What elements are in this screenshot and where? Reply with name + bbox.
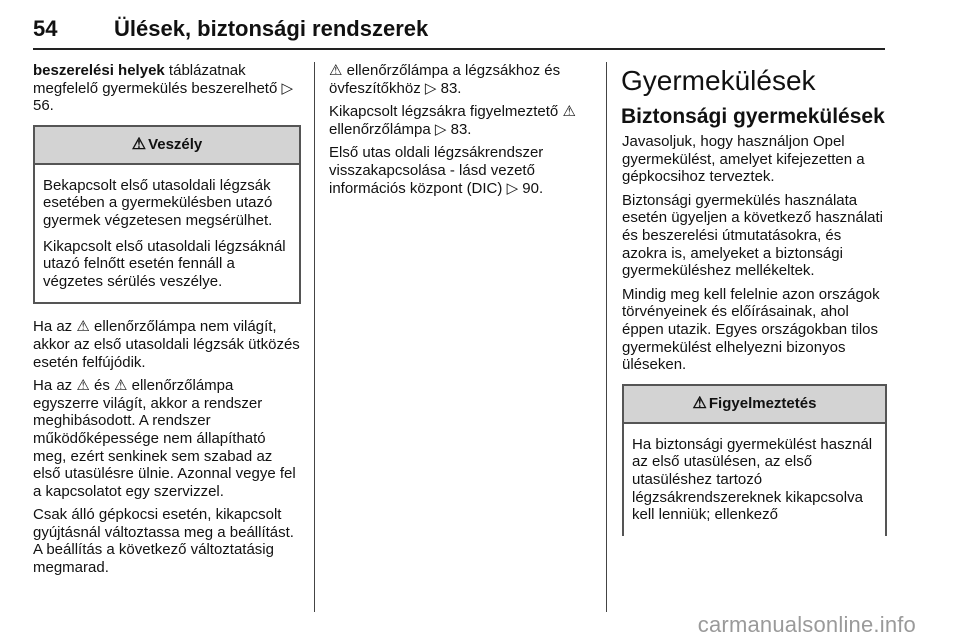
column-divider-1 (314, 62, 315, 612)
warning-triangle-icon: ⚠ (692, 394, 707, 412)
text-span: Ha az (33, 318, 77, 336)
danger-box (33, 125, 301, 305)
airbag-on-lamp-icon: ⚠ (329, 62, 343, 79)
airbag-lamp-reference (329, 62, 591, 97)
page-title: Ülések, biztonsági rendszerek (114, 16, 429, 41)
airbag-off-lamp-icon: ⚠ (76, 377, 90, 395)
warning-text: Ha biztonsági gyermekülést használ az első utasülésen, az első utasüléshez tartozó légzsákrendszereknek kikapcsolva kell lenniük; ellenkező (632, 435, 873, 524)
legal-paragraph: Mindig meg kell felelnie azon országok törvényeinek és előírásainak, ahol éppen utazik. Egyes országokban tilos gyermekülést elhelyezni bizonyos üléseken. (622, 285, 880, 374)
warning-body (624, 424, 885, 536)
page-ref: 90. (518, 179, 544, 197)
system-fault-paragraph (33, 377, 301, 500)
text-span: Ha az (33, 377, 77, 395)
danger-paragraph-1: Bekapcsolt első utasoldali légzsák esetében a gyermekülésben utazó gyermek végzetesen megsérülhet. (43, 176, 273, 229)
page-ref: 83. (446, 120, 472, 138)
intro-text: táblázatnak megfelelő gyermekülés beszerelhető (33, 62, 282, 97)
page-reference-icon: ▷ (424, 79, 437, 97)
airbag-on-lamp-icon: ⚠ (114, 377, 128, 395)
airbag-off-lamp-icon: ⚠ (76, 318, 90, 336)
airbag-off-lamp-icon: ⚠ (562, 103, 576, 121)
settings-change-paragraph: Csak álló gépkocsi esetén, kikapcsolt gyújtásnál változtassa meg a beállítást. A beállítás a következő változtatásig megmarad. (33, 506, 294, 577)
danger-title: Veszély (148, 135, 203, 153)
page-number: 54 (33, 16, 58, 41)
text-span: Kikapcsolt légzsákra figyelmeztető (329, 103, 563, 121)
danger-header (35, 127, 299, 165)
intro-paragraph (33, 62, 301, 115)
text-span: ellenőrzőlámpa (329, 120, 435, 138)
text-span: ellenőrzőlámpa egyszerre világít, akkor a rendszer meghibásodott. A rendszer működőképessége nem állapítható meg, ezért senkinek sem szabad az első utasülésre ülnie. Azonnal vegye fel a kapcsolatot egy szervizzel. (33, 377, 296, 500)
warning-triangle-icon: ⚠ (131, 135, 147, 153)
intro-page-ref: 56. (33, 97, 54, 115)
text-span: ellenőrzőlámpa a légzsákhoz és övfeszítőkhöz (329, 62, 561, 97)
subsection-heading: Biztonsági gyermekülések (621, 105, 885, 128)
text-span: ellenőrzőlámpa nem világít, akkor az első utasoldali légzsák ütközés esetén felfújódik. (33, 318, 300, 371)
page-reference-icon: ▷ (281, 79, 294, 97)
watermark: carmanualsonline.info (697, 612, 916, 637)
danger-body (35, 165, 299, 303)
page-reference-icon: ▷ (434, 120, 447, 138)
intro-bold-text: beszerelési helyek (33, 62, 165, 79)
warning-title: Figyelmeztetés (708, 394, 817, 412)
airbag-on-paragraph (33, 318, 301, 371)
airbag-off-lamp-reference (329, 103, 591, 138)
danger-paragraph-2: Kikapcsolt első utasoldali légzsáknál utazó felnőtt esetén fennáll a végzetes sérülés veszélye. (43, 237, 286, 290)
section-heading: Gyermekülések (621, 65, 816, 96)
dic-reference (329, 144, 591, 197)
text-span: és (89, 377, 114, 395)
page-reference-icon: ▷ (506, 179, 519, 197)
recommendation-paragraph: Javasoljuk, hogy használjon Opel gyermekülést, amelyet kifejezetten a gépkocsihoz terveztek. (622, 133, 865, 186)
column-divider-2 (606, 62, 607, 612)
column-3 (622, 62, 887, 550)
text-span: Első utas oldali légzsákrendszer visszakapcsolása - lásd vezető információs központ (DIC) (329, 144, 544, 197)
page-header (33, 10, 885, 50)
column-1 (33, 62, 301, 583)
instructions-paragraph: Biztonsági gyermekülés használata esetén ügyeljen a következő használati és beszerelési útmutatásokra, és azokra is, amelyeket a biztonsági gyermeküléshez mellékeltek. (622, 191, 884, 280)
column-2 (329, 62, 591, 203)
warning-box (622, 384, 887, 536)
warning-header (624, 386, 885, 424)
page-ref: 83. (436, 79, 462, 97)
